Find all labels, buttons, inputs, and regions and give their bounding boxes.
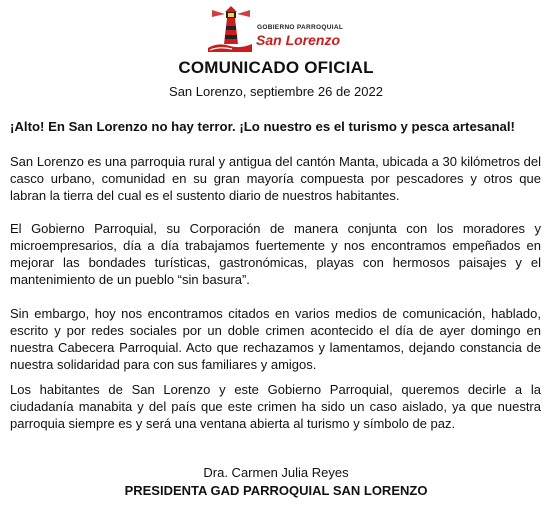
logo: [206, 4, 356, 54]
paragraph-1: San Lorenzo es una parroquia rural y antigua del cantón Manta, ubicada a 30 kilómetros del casco urbano, comunidad en su gran mayoría compuesta por pescadores y otros que labran la tierra del cual es el sustento diario de nuestros habitantes.: [10, 154, 541, 203]
paragraph-3: Sin embargo, hoy nos encontramos citados en varios medios de comunicación, hablado, escrito y por redes sociales por un doble crimen acontecido el día de ayer domingo en nuestra Cabecera Parroquial. Acto que rechazamos y lamentamos, dejando constancia de nuestra solidaridad para con sus familiares y amigos.: [10, 306, 541, 372]
headline: ¡Alto! En San Lorenzo no hay terror. ¡Lo nuestro es el turismo y pesca artesanal!: [10, 119, 515, 134]
paragraph-4: Los habitantes de San Lorenzo y este Gobierno Parroquial, queremos decirle a la ciudadanía manabita y del país que este crimen ha sido un caso aislado, ya que nuestra parroquia siempre es y será una ventana abierta al turismo y símbolo de paz.: [10, 382, 541, 431]
logo-line2: San Lorenzo: [256, 32, 341, 48]
logo-line1: GOBIERNO PARROQUIAL: [257, 24, 344, 31]
signature-name: Dra. Carmen Julia Reyes: [203, 465, 349, 480]
paragraph-2: El Gobierno Parroquial, su Corporación de manera conjunta con los moradores y microempresarios, día a día trabajamos fuertemente y nos encontramos empeñados en mejorar las bondades turísticas, gastronómicas, playas con hermosos paisajes y el mantenimiento de un pueblo “sin basura”.: [10, 221, 541, 287]
signature-title: PRESIDENTA GAD PARROQUIAL SAN LORENZO: [124, 483, 428, 498]
lighthouse-logo-icon: [206, 4, 254, 54]
document-date: San Lorenzo, septiembre 26 de 2022: [169, 84, 383, 99]
document-title: COMUNICADO OFICIAL: [178, 58, 374, 77]
